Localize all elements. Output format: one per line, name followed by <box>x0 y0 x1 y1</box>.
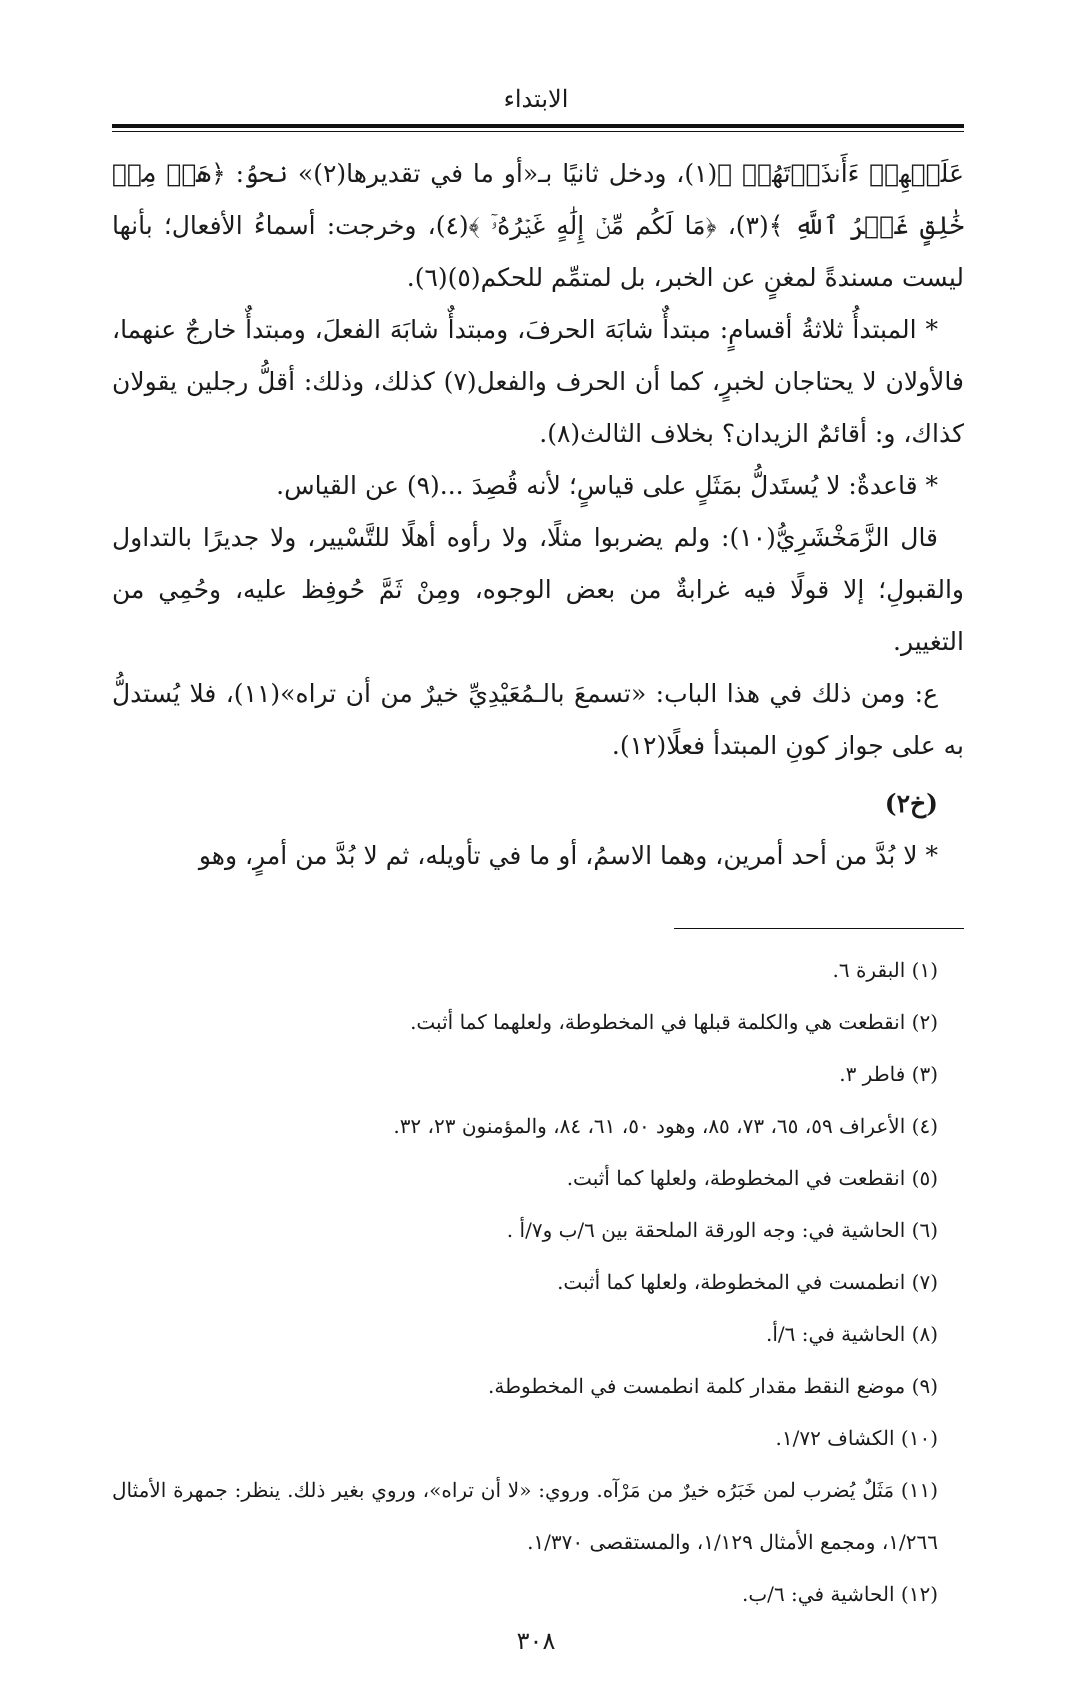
footnote-12: (١٢) الحاشية في: ٦/ب. <box>742 1582 938 1606</box>
footnote-2: (٢) انقطعت هي والكلمة قبلها في المخطوطة، ولعلهما كما أثبت. <box>410 1010 938 1034</box>
footnote-8: (٨) الحاشية في: ٦/أ. <box>766 1322 938 1346</box>
paragraph-final: * لا بُدَّ من أحد أمرين، وهما الاسمُ، أو ما في تأويله، ثم لا بُدَّ من أمرٍ، وهو <box>198 841 938 870</box>
header-rule-thin <box>112 131 964 132</box>
paragraph-zamakhshari: قال الزَّمَخْشَرِيُّ(١٠): ولم يضربوا مثلًا، ولا رأوه أهلًا للتَّسْيير، ولا جديرًا بالتداول والقبولِ؛ إلا قولًا فيه غرابةٌ من بعض الوجوه، ومِنْ ثَمَّ حُوفِظ عليه، وحُمِي من التغيير. <box>112 523 964 656</box>
paragraph-quran-continuation: عَلَيۡهِمۡ ءَأَنذَرۡتَهُمۡ ﴾(١)، ودخل ثانيًا بـ«أو ما في تقديرها(٢)» نحوُ: ﴿هَلۡ مِنۡ خَٰلِقٍ غَيۡرُ ٱللَّهِ ﴾(٣)، ﴿مَا لَكُم مِّنۡ إِلَٰهٍ غَيۡرُهُۥٓ ﴾(٤)، وخرجت: أسماءُ الأفعال؛ بأنها ليست مسندةً لمغنٍ عن الخبر، بل لمتمِّم للحكم(٥)(٦). <box>112 159 964 292</box>
footnote-10: (١٠) الكشاف ١/٧٢. <box>775 1426 938 1450</box>
footnote-4: (٤) الأعراف ٥٩، ٦٥، ٧٣، ٨٥، وهود ٥٠، ٦١، ٨٤، والمؤمنون ٢٣، ٣٢. <box>393 1114 938 1138</box>
footnote-5: (٥) انقطعت في المخطوطة، ولعلها كما أثبت. <box>566 1166 938 1190</box>
footnote-7: (٧) انطمست في المخطوطة، ولعلها كما أثبت. <box>557 1270 938 1294</box>
footnote-separator <box>674 928 964 929</box>
main-text <box>112 148 964 882</box>
header-rule-thick <box>112 124 964 128</box>
paragraph-rule: * قاعدةٌ: لا يُستَدلُّ بمَثَلٍ على قياسٍ؛ لأنه قُصِدَ ...(٩) عن القياس. <box>276 471 938 500</box>
page-number: ٣٠٨ <box>516 1627 556 1655</box>
footnote-11: (١١) مَثَلٌ يُضرب لمن خَبَرُه خيرٌ من مَرْآه. وروي: «لا أن تراه»، وروي بغير ذلك. ينظر: جمهرة الأمثال ١/٢٦٦، ومجمع الأمثال ١/١٢٩، والمستقصى ١/٣٧٠. <box>112 1478 938 1554</box>
footnotes <box>112 944 964 1620</box>
footnote-6: (٦) الحاشية في: وجه الورقة الملحقة بين ٦/ب و٧/أ . <box>506 1218 938 1242</box>
running-head: الابتداء <box>503 85 569 113</box>
footnote-1: (١) البقرة ٦. <box>832 958 938 982</box>
paragraph-mubtada-types: * المبتدأُ ثلاثةُ أقسامٍ: مبتدأٌ شابَهَ الحرفَ، ومبتدأٌ شابَهَ الفعلَ، ومبتدأٌ خارجٌ عنهما، فالأولان لا يحتاجان لخبرٍ، كما أن الحرف والفعل(٧) كذلك، وذلك: أقلُّ رجلين يقولان كذاك، و: أقائمٌ الزيدان؟ بخلاف الثالث(٨). <box>112 315 964 448</box>
section-marker: (خ٢) <box>884 789 938 818</box>
paragraph-proverb: ع: ومن ذلك في هذا الباب: «تسمعَ بالـمُعَيْدِيِّ خيرٌ من أن تراه»(١١)، فلا يُستدلُّ به على جواز كونِ المبتدأ فعلًا(١٢). <box>112 679 964 760</box>
footnote-9: (٩) موضع النقط مقدار كلمة انطمست في المخطوطة. <box>488 1374 938 1398</box>
footnote-3: (٣) فاطر ٣. <box>839 1062 938 1086</box>
